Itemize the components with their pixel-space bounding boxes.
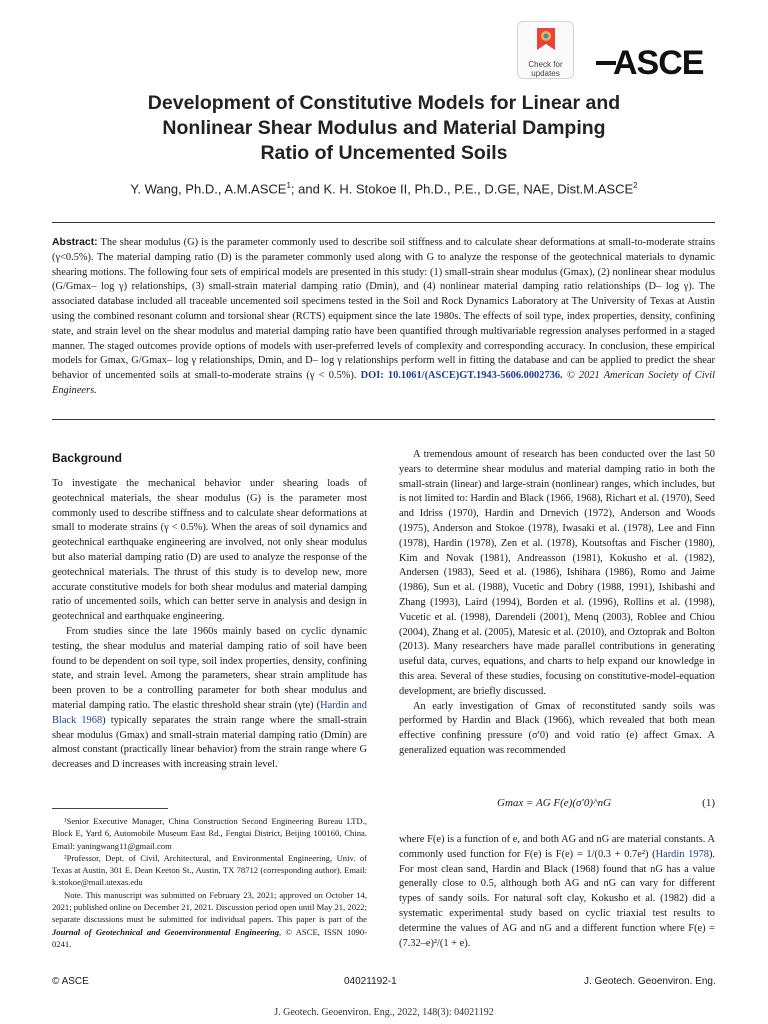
right-column-bottom [399,833,715,951]
copyright-notice: © 2021 American Society of Civil Engineers. [52,370,715,396]
abstract-top-rule [52,222,715,223]
paragraph [52,625,367,773]
equation-1 [399,797,715,815]
paragraph: An early investigation of Gmax of reconstituted sandy soils was performed by Hardin and Black (1966), which revealed that both mean effective confining pressure (σ′0) and void ratio (e) affect Gmax. A generalized equation was recommended [399,700,715,756]
citation-link[interactable]: Hardin and Black 1968 [52,699,367,726]
paragraph-text: ) typically separates the strain range where the small-strain shear modulus (Gmax) and small-strain material damping ratio (Dmin) are almost constant (practically linear behavior) from the strain range where G decreases and D increases with increasing strain level. [52,714,367,771]
equation-number: (1) [702,797,715,809]
asce-logo: ASCE [613,44,704,82]
footnote-rule [52,808,168,809]
left-column [52,477,367,773]
bookmark-icon [535,26,557,52]
author-1: Y. Wang, Ph.D., A.M.ASCE [130,181,287,197]
footer-copyright: © ASCE [52,976,89,987]
author-1-superscript: 1 [286,181,291,190]
abstract-label: Abstract: [52,237,98,248]
note-text: Note. This manuscript was submitted on February 23, 2021; approved on October 14, 2021; published online on December 21, 2021. Discussion period open until May 21, 2022; separate discussions must be submitted for individual papers. This paper is part of the [52,889,367,925]
manuscript-note [52,889,367,950]
footnotes [52,815,367,950]
author-2-superscript: 2 [633,181,638,190]
abstract-block [52,236,715,399]
journal-name: Journal of Geotechnical and Geoenvironmental Engineering [52,926,280,937]
footer-page-id: 04021192-1 [344,976,397,987]
title-line: Ratio of Uncemented Soils [260,142,508,164]
badge-line-2: updates [531,69,560,78]
paragraph-text: From studies since the late 1960s mainly based on cyclic dynamic testing, the shear modulus and material damping ratio of soil have been found to be dependent on soil type, soil index properties, density, confining state, and strain level. Among the parameters, shear strain amplitude has been proven to be a controlling parameter for both shear modulus and material damping ratio. The elastic threshold shear strain (γte) ( [52,625,367,711]
paragraph-text: ). For most clean sand, Hardin and Black (1968) found that nG has a value generally close to 0.5, although both AG and nG can vary for different types of sandy soils. For natural soft clay, Kokusho et al. (1982) did a systematic experimental study based on cyclic triaxial test results to determine the values of AG and nG and a different function where F(e) = (7.32–e)²/(1 + e). [399,848,715,949]
author-2: ; and K. H. Stokoe II, Ph.D., P.E., D.GE, NAE, Dist.M.ASCE [290,181,634,197]
title-line: Development of Constitutive Models for Linear and [147,92,621,114]
citation-line: J. Geotech. Geoenviron. Eng., 2022, 148(3): 04021192 [274,1007,494,1018]
author-line [60,181,708,196]
doi-label: DOI: [360,370,384,382]
title-line: Nonlinear Shear Modulus and Material Damping [162,117,606,139]
abstract-body: The shear modulus (G) is the parameter commonly used to describe soil stiffness and to calculate shear deformations at small-to-moderate strains (γ<0.5%). The material damping ratio (D) is the parameter commonly used along with G to analyze the response of the geotechnical materials to dynamic shearing motions. The following four sets of empirical models are presented in this study: (1) small-strain shear modulus (Gmax), (2) nonlinear shear modulus (G/Gmax– log γ) relationships, (3) small-strain material damping ratio (Dmin), and (4) nonlinear material damping ratio relationships (D– log γ). The associated database included all traceable uncemented soil specimens tested in the Soil and Rock Dynamics Laboratory at The University of Texas at Austin using the combined resonant column and torsional shear (RCTS) equipment since the late 1980s. The effects of soil type, index properties, density, confining state, and strain level on the shear modulus and material damping ratio have been quantified through multivariable regression analyses performed in a staged manner. The staged outcomes provide options of models with user-preferred levels of complexity and corresponding accuracy. In conclusion, these empirical models for Gmax, G/Gmax– log γ relationships, Dmin, and D– log γ relationships perform well in fitting the database and can be applied to predict the shear behavior of uncemented soils at small-to-moderate strains (γ < 0.5%). [52,237,715,382]
issn-text: , © ASCE, ISSN 1090-0241. [52,926,368,949]
article-title [80,91,688,166]
paragraph: A tremendous amount of research has been conducted over the last 50 years to determine shear modulus and material damping ratio in both the small-strain (linear) and large-strain (nonlinear) ranges, which includes, but is not limited to: Hardin and Black (1966, 1968), Richart et al. (1970), Seed and Idriss (1970), Hardin and Drnevich (1972), Anderson and Woods (1975), Anderson and Stokoe (1978), Iwasaki et al. (1978), Lee and Finn (1978), Hardin (1978), Zen et al. (1978), Koutsoftas and Fischer (1980), Kim and Novak (1981), Andreasson (1981), Kokusho et al. (1982), Andersen (1983), Seed et al. (1986), Ishihara (1986), Romo and Jaime (1986), Sun et al. (1988), Vucetic and Dobry (1988, 1991), Ishibashi and Zhang (1993), Laird (1994), Borden et al. (1996), Rollins et al. (1998), Vucetic et al. (1998), Darendeli (2001), Menq (2003), Roblee and Chiou (2004), Zhang et al. (2005), Matesic et al. (2010), and Oztoprak and Bolton (2013). Many researchers have made parallel contributions in generating useful data, curves, equations, and charts to help expand our knowledge in this area. Several of these studies, focusing on constitutive-model-equation development, are briefly discussed. [399,449,715,697]
paragraph-text: where F(e) is a function of e, and both AG and nG are material constants. A commonly used function for F(e) is F(e) = 1/(0.3 + 0.7e²) ( [399,834,715,860]
footer-journal: J. Geotech. Geoenviron. Eng. [584,976,716,987]
check-for-updates-badge[interactable] [517,21,574,79]
abstract-bottom-rule [52,419,715,420]
footnote-2: ²Professor, Dept. of Civil, Architectural, and Environmental Engineering, Univ. of Texas at Austin, 301 E. Dean Keeton St., Austin, TX 78712 (corresponding author). Email: k.stokoe@mail.utexas.edu [52,852,367,888]
doi-link[interactable]: 10.1061/(ASCE)GT.1943-5606.0002736. [383,370,563,382]
citation-link[interactable]: Hardin 1978 [655,848,709,860]
paragraph [399,833,715,951]
paragraph: To investigate the mechanical behavior under shearing loads of geotechnical materials, the shear modulus (G) is the parameter most commonly used to describe stiffness and to calculate shear deformations at small to moderate strains (γ < 0.5%). When the areas of soil dynamics and geotechnical earthquake engineering are involved, not only shear modulus but also material damping ratio (D) are used to analyze the response of the geotechnical materials. The thrust of this study is to develop new, more accurate constitutive models for both shear modulus and material damping ratio of uncemented soils, which can better serve in analysis and design in geotechnical and earthquake engineering. [52,478,367,623]
badge-line-1: Check for [528,60,563,69]
footnote-1: ¹Senior Executive Manager, China Construction Second Engineering Bureau LTD., Block E, Yard 6, Automobile Museum East Rd., Fengtai District, Beijing 100160, China. Email: yaningwang11@gmail.com [52,816,367,851]
equation-expression: Gmax = AG F(e)(σ′0)^nG [497,797,612,809]
section-heading: Background [52,451,123,465]
right-column-top [399,448,715,759]
